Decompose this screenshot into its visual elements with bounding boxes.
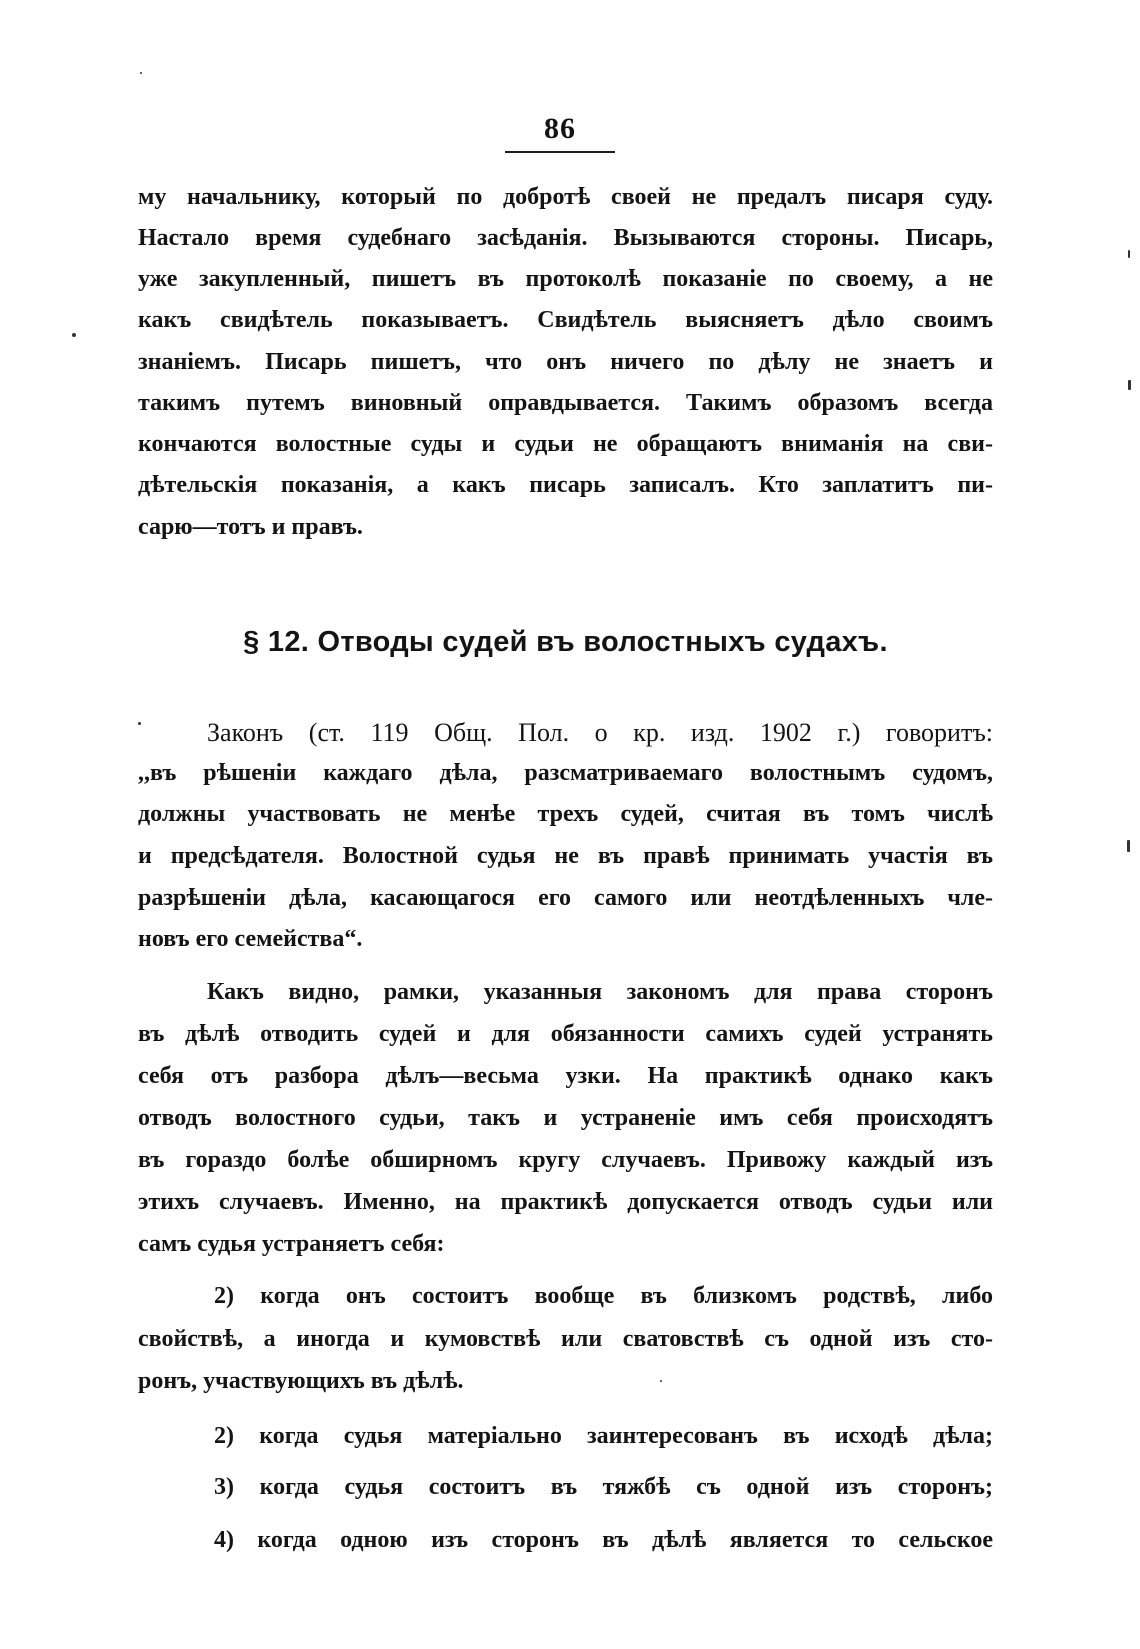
text-line: разрѣшеніи дѣла, касающагося его самого или неотдѣленныхъ чле- <box>138 885 993 911</box>
scan-speck <box>1128 380 1131 390</box>
text-line: себя отъ разбора дѣлъ—весьма узки. На практикѣ однако какъ <box>138 1063 993 1089</box>
text-line: уже закупленный, пишетъ въ протоколѣ показаніе по своему, а не <box>138 266 993 292</box>
page-number-rule <box>505 151 615 153</box>
text-line: самъ судья устраняетъ себя: <box>138 1231 445 1257</box>
text-line: сарю—тотъ и правъ. <box>138 514 363 540</box>
scan-speck <box>1127 840 1130 852</box>
scan-speck <box>660 1380 662 1382</box>
list-item: 4) когда одною изъ сторонъ въ дѣлѣ является то сельское <box>214 1527 993 1553</box>
section-heading: § 12. Отводы судей въ волостныхъ судахъ. <box>243 626 888 658</box>
text-line: должны участвовать не менѣе трехъ судей, считая въ томъ числѣ <box>138 801 993 827</box>
text-line: дѣтельскія показанія, а какъ писарь записалъ. Кто заплатитъ пи- <box>138 472 993 498</box>
scan-speck <box>72 333 76 337</box>
list-item: 2) когда онъ состоитъ вообще въ близкомъ родствѣ, либо <box>214 1283 993 1309</box>
page-number: 86 <box>544 112 576 145</box>
text-line: знаніемъ. Писарь пишетъ, что онъ ничего по дѣлу не знаетъ и <box>138 349 993 375</box>
text-line: отводъ волостного судьи, такъ и устраненіе имъ себя происходятъ <box>138 1105 993 1131</box>
text-line: въ гораздо болѣе обширномъ кругу случаевъ. Привожу каждый изъ <box>138 1147 993 1173</box>
text-line: въ дѣлѣ отводить судей и для обязанности самихъ судей устранять <box>138 1021 993 1047</box>
text-line: и предсѣдателя. Волостной судья не въ правѣ принимать участія въ <box>138 843 993 869</box>
list-item: 3) когда судья состоитъ въ тяжбѣ съ одной изъ сторонъ; <box>214 1474 993 1500</box>
list-item: 2) когда судья матеріально заинтересованъ въ исходѣ дѣла; <box>214 1423 993 1449</box>
text-line: Настало время судебнаго засѣданія. Вызываются стороны. Писарь, <box>138 225 993 251</box>
scan-speck <box>1128 250 1130 258</box>
text-line: Какъ видно, рамки, указанныя закономъ для права сторонъ <box>207 979 993 1005</box>
text-line: кончаются волостные суды и судьи не обращаютъ вниманія на сви- <box>138 431 993 457</box>
scan-speck <box>140 72 142 74</box>
text-line: му начальнику, который по добротѣ своей не предалъ писаря суду. <box>138 184 993 210</box>
text-line: Законъ (ст. 119 Общ. Пол. о кр. изд. 1902 г.) говоритъ: <box>207 718 993 747</box>
text-line: такимъ путемъ виновный оправдывается. Такимъ образомъ всегда <box>138 390 993 416</box>
scan-speck <box>138 722 141 725</box>
text-line: ,,въ рѣшеніи каждаго дѣла, разсматриваемаго волостнымъ судомъ, <box>138 760 993 786</box>
text-line: какъ свидѣтель показываетъ. Свидѣтель выясняетъ дѣло своимъ <box>138 307 993 333</box>
text-line: ронъ, участвующихъ въ дѣлѣ. <box>138 1368 464 1394</box>
text-line: свойствѣ, а иногда и кумовствѣ или сватовствѣ съ одной изъ сто- <box>138 1326 993 1352</box>
text-line: новъ его семейства“. <box>138 926 363 952</box>
text-line: этихъ случаевъ. Именно, на практикѣ допускается отводъ судьи или <box>138 1189 993 1215</box>
